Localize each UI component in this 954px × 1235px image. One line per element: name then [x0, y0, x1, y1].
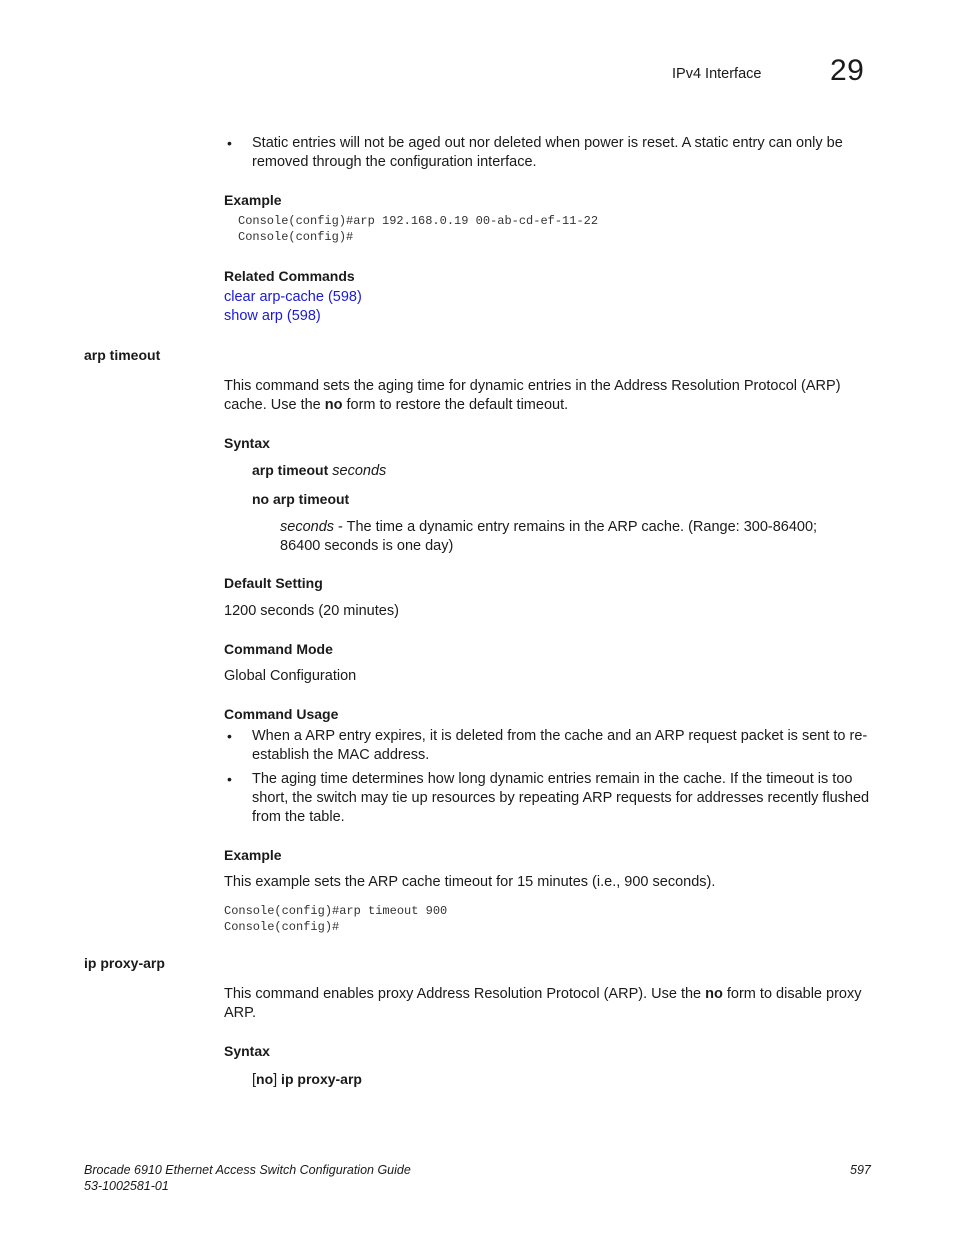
description-text: This command enables proxy Address Resolution Protocol (ARP). Use the: [224, 986, 706, 1002]
param-text: - The time a dynamic entry remains in the ARP cache. (Range: 300-86400; 86400 seconds is one day): [280, 519, 818, 554]
example-heading: Example: [224, 192, 282, 208]
code-line: Console(config)#arp timeout 900: [224, 904, 448, 918]
syntax-command: ip proxy-arp: [277, 1071, 362, 1087]
usage-bullet: The aging time determines how long dynamic entries remain in the cache. If the timeout is too short, the switch may tie up resources by repeating ARP requests for addresses recently flushed from the table.: [252, 771, 870, 825]
footer-title: Brocade 6910 Ethernet Access Switch Configuration Guide: [84, 1163, 411, 1177]
bullet-glyph: •: [227, 135, 232, 151]
related-commands-heading: Related Commands: [224, 268, 355, 284]
keyword-no: no: [324, 397, 343, 413]
footer-doc-number: 53-1002581-01: [84, 1179, 169, 1193]
code-line: Console(config)#arp 192.168.0.19 00-ab-cd-ef-11-22: [238, 214, 599, 228]
command-title: arp timeout: [84, 347, 161, 363]
syntax-line: [252, 462, 386, 479]
example-heading: Example: [224, 847, 282, 863]
chapter-number: 29: [830, 54, 865, 87]
keyword-no: no: [705, 986, 723, 1002]
command-mode-heading: Command Mode: [224, 641, 333, 657]
code-line: Console(config)#: [238, 230, 354, 244]
command-mode-value: Global Configuration: [224, 668, 357, 684]
syntax-no-line: no arp timeout: [252, 491, 350, 507]
description-text: This command sets the aging time for dynamic entries in the Address Resolution Protocol (ARP) cache. Use the: [224, 378, 841, 413]
description-text: form to disable proxy ARP.: [224, 986, 862, 1021]
usage-bullet: When a ARP entry expires, it is deleted from the cache and an ARP request packet is sent to re-establish the MAC address.: [252, 728, 868, 763]
bullet-glyph: •: [227, 728, 232, 744]
default-setting-value: 1200 seconds (20 minutes): [224, 603, 399, 619]
syntax-line: [252, 1071, 362, 1088]
param-name: seconds: [280, 519, 335, 535]
command-description: [224, 377, 864, 415]
link-show-arp[interactable]: show arp (598): [224, 308, 321, 324]
command-title: ip proxy-arp: [84, 955, 165, 971]
syntax-command: arp timeout: [252, 462, 329, 478]
default-setting-heading: Default Setting: [224, 575, 323, 591]
command-description: [224, 985, 869, 1023]
command-usage-heading: Command Usage: [224, 706, 339, 722]
page-number: 597: [850, 1163, 871, 1177]
param-description: [280, 518, 860, 556]
code-line: Console(config)#: [224, 920, 340, 934]
example-description: This example sets the ARP cache timeout for 15 minutes (i.e., 900 seconds).: [224, 874, 716, 890]
section-title: IPv4 Interface: [672, 66, 762, 82]
syntax-param: seconds: [332, 463, 387, 479]
bracket: [: [252, 1072, 257, 1088]
bracket: ]: [273, 1072, 278, 1088]
syntax-heading: Syntax: [224, 1043, 270, 1059]
link-clear-arp-cache[interactable]: clear arp-cache (598): [224, 289, 362, 305]
bullet-text: Static entries will not be aged out nor deleted when power is reset. A static entry can only be removed through the configuration interface.: [252, 135, 843, 170]
description-text: form to restore the default timeout.: [342, 397, 569, 413]
keyword-no: no: [256, 1071, 274, 1087]
syntax-heading: Syntax: [224, 435, 270, 451]
bullet-glyph: •: [227, 771, 232, 787]
